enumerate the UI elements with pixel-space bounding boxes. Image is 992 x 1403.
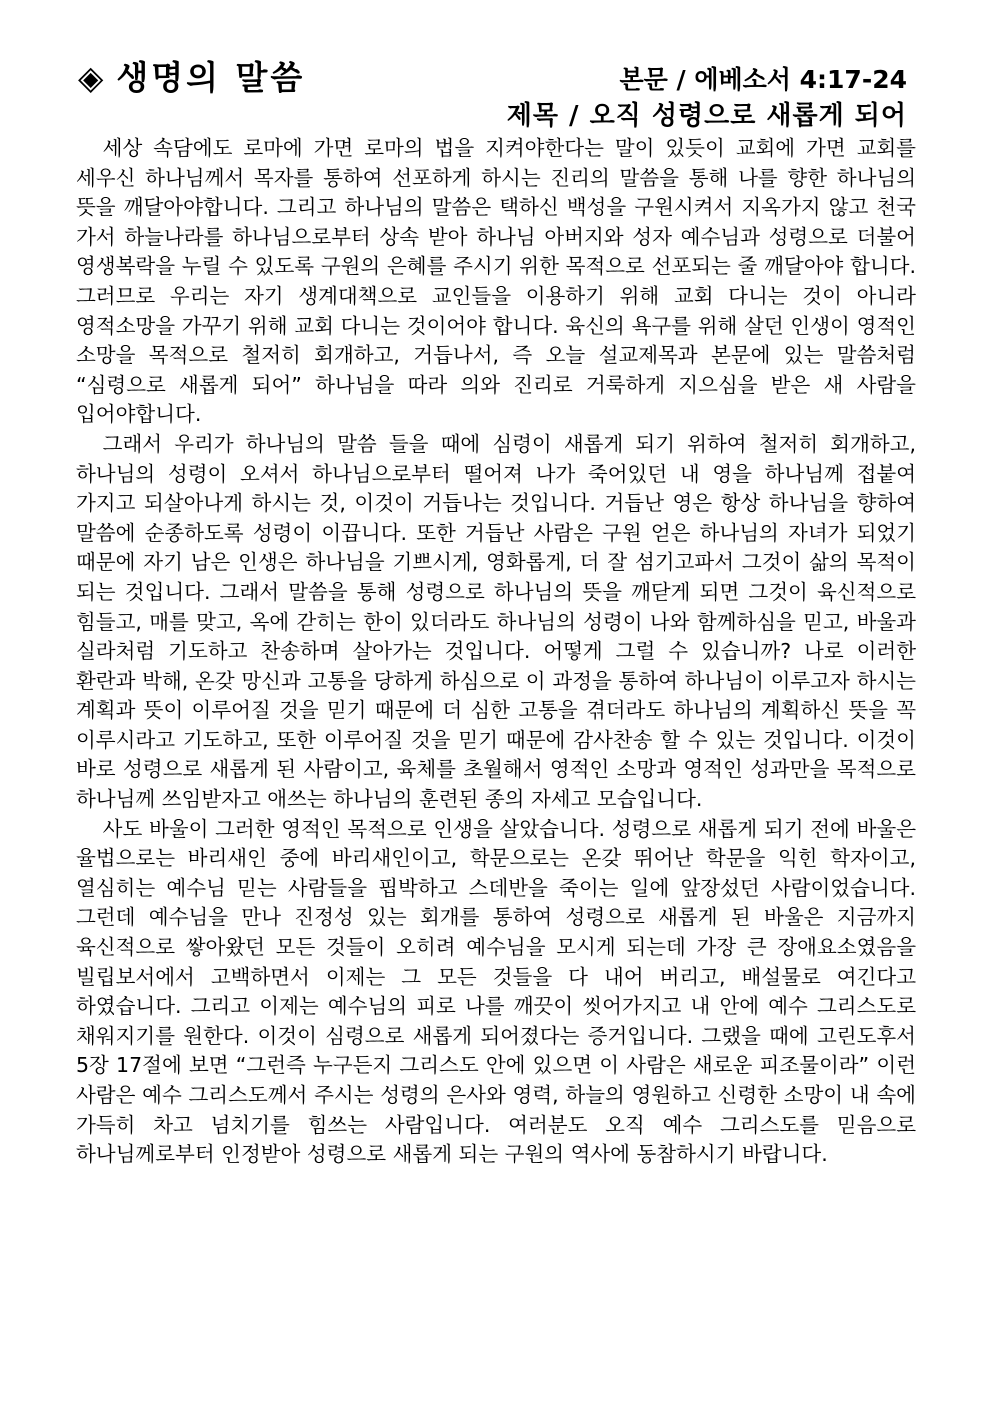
sermon-subject: 제목 / 오직 성령으로 새롭게 되어 <box>506 101 907 131</box>
page-title <box>78 52 305 99</box>
paragraph-2: 그래서 우리가 하나님의 말씀 들을 때에 심령이 새롭게 되기 위하여 철저히 회개하고, 하나님의 성령이 오셔서 하나님으로부터 떨어져 나가 죽어있던 내 영을 하나님께 접붙여 가지고 되살아나게 하시는 것, 이것이 거듭나는 것입니다. 거듭난 영은 항상 하나님을 향하여 말씀에 순종하도록 성령이 이끕니다. 또한 거듭난 사람은 구원 얻은 하나님의 자녀가 되었기 때문에 자기 남은 인생은 하나님을 기쁘시게, 영화롭게, 더 잘 섬기고파서 그것이 삶의 목적이 되는 것입니다. 그래서 말씀을 통해 성령으로 하나님의 뜻을 깨닫게 되면 그것이 육신적으로 힘들고, 매를 맞고, 옥에 갇히는 한이 있더라도 하나님의 성령이 나와 함께하심을 믿고, 바울과 실라처럼 기도하고 찬송하며 살아가는 것입니다. 어떻게 그럴 수 있습니까? 나로 이러한 환란과 박해, 온갖 망신과 고통을 당하게 하심으로 이 과정을 통하여 하나님이 이루고자 하시는 계획과 뜻이 이루어질 것을 믿기 때문에 더 심한 고통을 겪더라도 하나님의 계획하신 뜻을 꼭 이루시라고 기도하고, 또한 이루어질 것을 믿기 때문에 감사찬송 할 수 있는 것입니다. 이것이 바로 성령으로 새롭게 된 사람이고, 육체를 초월해서 영적인 소망과 영적인 성과만을 목적으로 하나님께 쓰임받자고 애쓰는 하나님의 훈련된 종의 자세고 모습입니다. <box>76 431 916 812</box>
scripture-reference: 본문 / 에베소서 4:17-24 <box>619 65 907 94</box>
page-title-text: 생명의 말씀 <box>116 58 306 97</box>
sermon-body <box>76 134 916 1170</box>
diamond-icon: ◈ <box>78 58 107 97</box>
paragraph-1: 세상 속담에도 로마에 가면 로마의 법을 지켜야한다는 말이 있듯이 교회에 가면 교회를 세우신 하나님께서 목자를 통하여 선포하게 하시는 진리의 말씀을 통해 나를 향한 하나님의 뜻을 깨달아야합니다. 그리고 하나님의 말씀은 택하신 백성을 구원시켜서 지옥가지 않고 천국 가서 하늘나라를 하나님으로부터 상속 받아 하나님 아버지와 성자 예수님과 성령으로 더불어 영생복락을 누릴 수 있도록 구원의 은혜를 주시기 위한 목적으로 선포되는 줄 깨달아야 합니다. 그러므로 우리는 자기 생계대책으로 교인들을 이용하기 위해 교회 다니는 것이 아니라 영적소망을 가꾸기 위해 교회 다니는 것이어야 합니다. 육신의 욕구를 위해 살던 인생이 영적인 소망을 목적으로 철저히 회개하고, 거듭나서, 즉 오늘 설교제목과 본문에 있는 말씀처럼 “심령으로 새롭게 되어” 하나님을 따라 의와 진리로 거룩하게 지으심을 받은 새 사람을 입어야합니다. <box>76 136 916 427</box>
paragraph-3: 사도 바울이 그러한 영적인 목적으로 인생을 살았습니다. 성령으로 새롭게 되기 전에 바울은 율법으로는 바리새인 중에 바리새인이고, 학문으로는 온갖 뛰어난 학문을 익힌 학자이고, 열심히는 예수님 믿는 사람들을 핍박하고 스데반을 죽이는 일에 앞장섰던 사람이었습니다. 그런데 예수님을 만나 진정성 있는 회개를 통하여 성령으로 새롭게 된 바울은 지금까지 육신적으로 쌓아왔던 모든 것들이 오히려 예수님을 모시게 되는데 가장 큰 장애요소였음을 빌립보서에서 고백하면서 이제는 그 모든 것들을 다 내어 버리고, 배설물로 여긴다고 하였습니다. 그리고 이제는 예수님의 피로 나를 깨끗이 씻어가지고 내 안에 예수 그리스도로 채워지기를 원한다. 이것이 심령으로 새롭게 되어졌다는 증거입니다. 그랬을 때에 고린도후서 5장 17절에 보면 “그런즉 누구든지 그리스도 안에 있으면 이 사람은 새로운 피조물이라” 이런 사람은 예수 그리스도께서 주시는 성령의 은사와 영력, 하늘의 영원하고 신령한 소망이 내 속에 가득히 차고 넘치기를 힘쓰는 사람입니다. 여러분도 오직 예수 그리스도를 믿음으로 하나님께로부터 인정받아 성령으로 새롭게 되는 구원의 역사에 동참하시기 바랍니다. <box>76 816 916 1167</box>
